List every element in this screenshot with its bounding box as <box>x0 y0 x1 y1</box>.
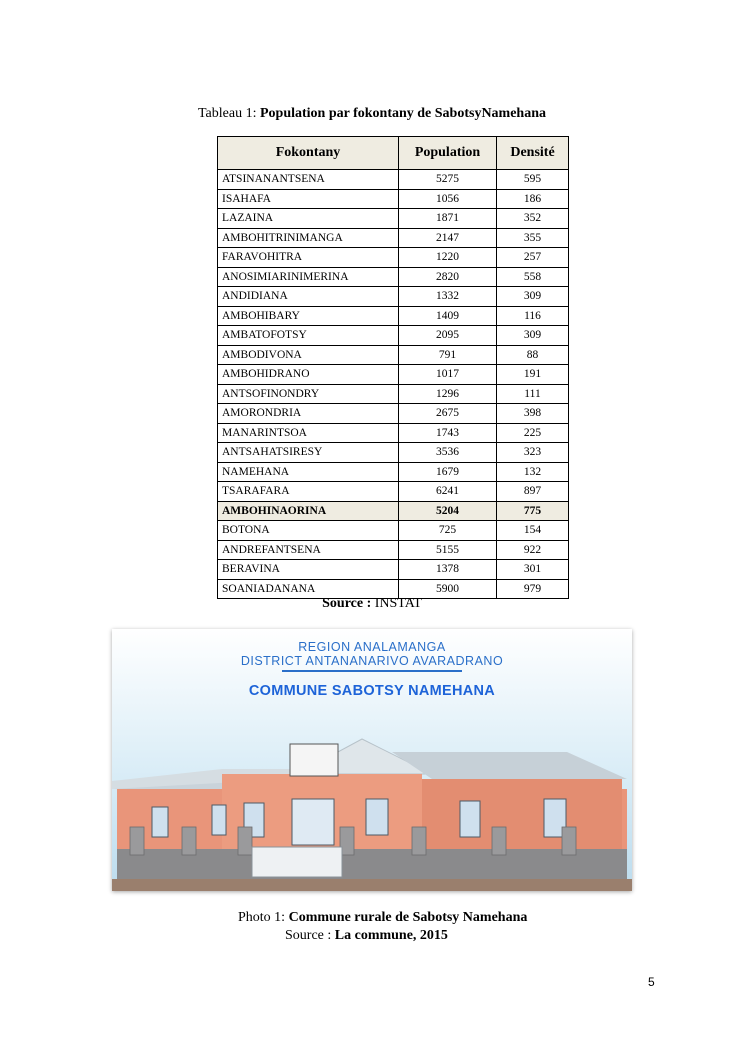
table-row <box>218 540 569 560</box>
cell-densite: 301 <box>497 560 569 580</box>
cell-densite: 225 <box>497 423 569 443</box>
table-caption <box>0 105 744 123</box>
cell-fokontany: ANTSAHATSIRESY <box>218 443 399 463</box>
cell-population: 6241 <box>399 482 497 502</box>
cell-population: 2675 <box>399 404 497 424</box>
cell-densite: 191 <box>497 365 569 385</box>
photo-caption <box>238 910 527 926</box>
cell-population: 5900 <box>399 579 497 599</box>
cell-fokontany: ANTSOFINONDRY <box>218 384 399 404</box>
cell-population: 725 <box>399 521 497 541</box>
cell-fokontany: AMORONDRIA <box>218 404 399 424</box>
cell-population: 1056 <box>399 189 497 209</box>
table-row <box>218 482 569 502</box>
cell-fokontany: MANARINTSOA <box>218 423 399 443</box>
table-source <box>0 596 744 612</box>
cell-densite: 323 <box>497 443 569 463</box>
header-densite: Densité <box>497 137 569 170</box>
photo-region-text: REGION ANALAMANGA <box>298 640 446 654</box>
table-row <box>218 170 569 190</box>
table-source-value: INSTAT <box>371 596 422 611</box>
cell-densite: 352 <box>497 209 569 229</box>
cell-densite: 309 <box>497 287 569 307</box>
cell-population: 5155 <box>399 540 497 560</box>
cell-population: 2820 <box>399 267 497 287</box>
table-row <box>218 345 569 365</box>
table-row <box>218 462 569 482</box>
cell-fokontany: ISAHAFA <box>218 189 399 209</box>
cell-densite: 775 <box>497 501 569 521</box>
table-row <box>218 267 569 287</box>
cell-fokontany: ANDREFANTSENA <box>218 540 399 560</box>
header-fokontany: Fokontany <box>218 137 399 170</box>
cell-densite: 398 <box>497 404 569 424</box>
photo-source-value: La commune, 2015 <box>334 928 448 943</box>
cell-fokontany: ANDIDIANA <box>218 287 399 307</box>
table-row <box>218 248 569 268</box>
cell-fokontany: AMBOHINAORINA <box>218 501 399 521</box>
cell-densite: 922 <box>497 540 569 560</box>
cell-densite: 309 <box>497 326 569 346</box>
commune-photo <box>112 629 632 891</box>
cell-densite: 558 <box>497 267 569 287</box>
cell-densite: 111 <box>497 384 569 404</box>
cell-fokontany: SOANIADANANA <box>218 579 399 599</box>
cell-fokontany: AMBOHIDRANO <box>218 365 399 385</box>
cell-densite: 154 <box>497 521 569 541</box>
table-row <box>218 423 569 443</box>
table-row <box>218 501 569 521</box>
cell-densite: 897 <box>497 482 569 502</box>
cell-densite: 88 <box>497 345 569 365</box>
cell-fokontany: TSARAFARA <box>218 482 399 502</box>
cell-densite: 355 <box>497 228 569 248</box>
commune-building-illustration <box>112 629 632 891</box>
cell-fokontany: BOTONA <box>218 521 399 541</box>
table-row <box>218 306 569 326</box>
cell-fokontany: ANOSIMIARINIMERINA <box>218 267 399 287</box>
cell-population: 2147 <box>399 228 497 248</box>
population-table <box>217 136 569 599</box>
cell-population: 1378 <box>399 560 497 580</box>
cell-population: 3536 <box>399 443 497 463</box>
cell-population: 1296 <box>399 384 497 404</box>
table-row <box>218 326 569 346</box>
header-population: Population <box>399 137 497 170</box>
table-row <box>218 209 569 229</box>
cell-population: 5275 <box>399 170 497 190</box>
photo-source-label: Source : <box>285 928 335 943</box>
cell-densite: 116 <box>497 306 569 326</box>
photo-underline <box>282 670 462 672</box>
cell-fokontany: AMBATOFOTSY <box>218 326 399 346</box>
table-row <box>218 404 569 424</box>
cell-densite: 257 <box>497 248 569 268</box>
cell-densite: 132 <box>497 462 569 482</box>
photo-source <box>285 928 448 944</box>
cell-population: 791 <box>399 345 497 365</box>
cell-fokontany: AMBOHIBARY <box>218 306 399 326</box>
table-row <box>218 560 569 580</box>
cell-fokontany: ATSINANANTSENA <box>218 170 399 190</box>
table-row <box>218 365 569 385</box>
table-row <box>218 521 569 541</box>
cell-fokontany: AMBODIVONA <box>218 345 399 365</box>
cell-fokontany: AMBOHITRINIMANGA <box>218 228 399 248</box>
table-caption-title: Population par fokontany de SabotsyNamehana <box>259 106 547 121</box>
table-row <box>218 228 569 248</box>
page-number: 5 <box>648 975 655 989</box>
table-header-row <box>218 137 569 170</box>
cell-densite: 979 <box>497 579 569 599</box>
cell-population: 1743 <box>399 423 497 443</box>
cell-population: 1017 <box>399 365 497 385</box>
cell-population: 1332 <box>399 287 497 307</box>
cell-population: 1220 <box>399 248 497 268</box>
cell-population: 1409 <box>399 306 497 326</box>
table-row <box>218 443 569 463</box>
table-row <box>218 189 569 209</box>
photo-caption-prefix: Photo 1: <box>238 910 289 925</box>
table-caption-prefix: Tableau 1: <box>197 106 260 121</box>
photo-caption-title: Commune rurale de Sabotsy Namehana <box>288 910 528 925</box>
photo-district-text: DISTRICT ANTANANARIVO AVARADRANO <box>240 654 504 668</box>
cell-population: 1871 <box>399 209 497 229</box>
cell-population: 1679 <box>399 462 497 482</box>
table-row <box>218 287 569 307</box>
cell-fokontany: NAMEHANA <box>218 462 399 482</box>
cell-fokontany: FARAVOHITRA <box>218 248 399 268</box>
table-row <box>218 384 569 404</box>
cell-fokontany: LAZAINA <box>218 209 399 229</box>
cell-fokontany: BERAVINA <box>218 560 399 580</box>
table-source-label: Source : <box>322 596 372 611</box>
photo-commune-text: COMMUNE SABOTSY NAMEHANA <box>248 683 496 699</box>
cell-population: 5204 <box>399 501 497 521</box>
cell-densite: 186 <box>497 189 569 209</box>
cell-population: 2095 <box>399 326 497 346</box>
cell-densite: 595 <box>497 170 569 190</box>
